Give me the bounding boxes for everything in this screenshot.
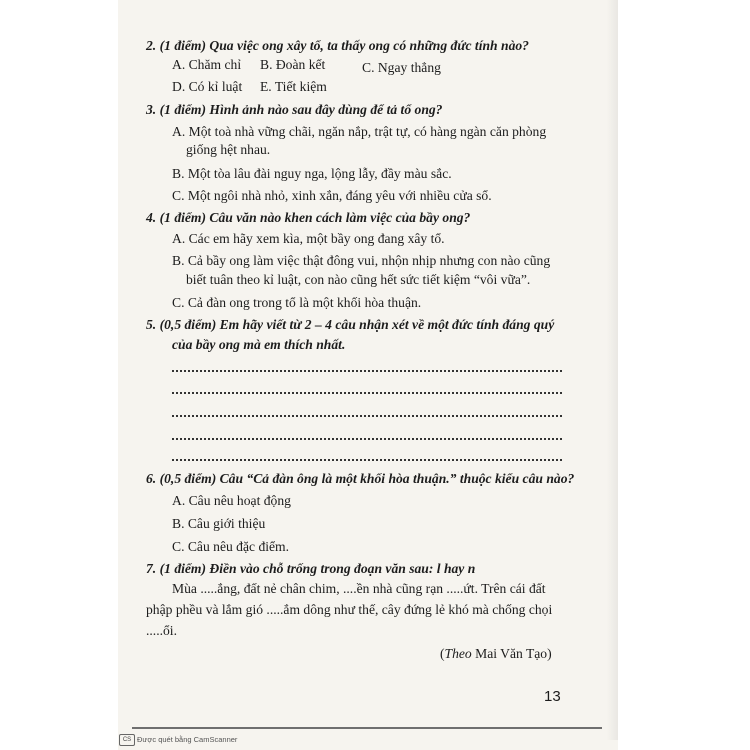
question-2: 2. (1 điểm) Qua việc ong xây tổ, ta thấy ong có những đức tính nào? — [146, 38, 529, 53]
q4-option-c: C. Cả đàn ong trong tổ là một khối hòa thuận. — [172, 295, 422, 310]
answer-line-2[interactable] — [172, 390, 562, 394]
question-5-line1: 5. (0,5 điểm) Em hãy viết từ 2 – 4 câu nhận xét về một đức tính đáng quý — [146, 317, 555, 332]
answer-line-1[interactable] — [172, 368, 562, 372]
answer-line-3[interactable] — [172, 413, 562, 417]
passage-source — [440, 645, 552, 662]
q4-option-b-line1: B. Cả bầy ong làm việc thật đông vui, nhộn nhịp nhưng con nào cũng — [172, 253, 551, 268]
source-open-paren: ( — [440, 646, 445, 661]
q2-option-b: B. Đoàn kết — [260, 57, 326, 72]
q4-option-a: A. Các em hãy xem kìa, một bầy ong đang xây tổ. — [172, 231, 445, 246]
question-4: 4. (1 điểm) Câu văn nào khen cách làm việc của bầy ong? — [146, 210, 471, 225]
q3-option-a-line1: A. Một toà nhà vững chãi, ngăn nắp, trật tự, có hàng ngàn căn phòng — [172, 124, 547, 139]
question-6: 6. (0,5 điểm) Câu “Cả đàn ông là một khối hòa thuận.” thuộc kiểu câu nào? — [146, 471, 575, 486]
q3-option-b: B. Một tòa lâu đài nguy nga, lộng lẫy, đầy màu sắc. — [172, 166, 452, 181]
answer-line-5[interactable] — [172, 457, 562, 461]
q2-option-e: E. Tiết kiệm — [260, 79, 327, 94]
q7-passage-line3: .....ổi. — [146, 623, 177, 638]
question-3: 3. (1 điểm) Hình ảnh nào sau đây dùng để tả tổ ong? — [146, 102, 443, 117]
q2-option-c: C. Ngay thẳng — [362, 60, 441, 75]
page-bottom-edge — [132, 727, 602, 729]
camscanner-logo-icon: CS — [119, 734, 135, 746]
q7-passage-line2: phập phều và lắm gió .....ắm dông như thế, cây đứng lẻ khó mà chống chọi — [146, 602, 553, 617]
q4-option-b-line2: biết tuân theo kỉ luật, con nào cũng hết sức tiết kiệm “vôi vữa”. — [186, 272, 531, 287]
q3-option-c: C. Một ngôi nhà nhỏ, xinh xắn, đáng yêu với nhiều cửa sổ. — [172, 188, 492, 203]
source-author: Mai Văn Tạo) — [471, 646, 552, 661]
source-theo: Theo — [444, 646, 472, 661]
q7-passage-line1: Mùa .....ắng, đất nẻ chân chim, ....ền nhà cũng rạn .....ứt. Trên cái đất — [172, 581, 546, 596]
q6-option-b: B. Câu giới thiệu — [172, 516, 266, 531]
q3-option-a-line2: giống hệt nhau. — [186, 142, 271, 157]
page-number: 13 — [544, 688, 561, 705]
q6-option-c: C. Câu nêu đặc điểm. — [172, 539, 290, 554]
q2-option-d: D. Có kỉ luật — [172, 79, 243, 94]
scanner-footer-text: Được quét bằng CamScanner — [137, 735, 238, 744]
answer-line-4[interactable] — [172, 436, 562, 440]
q6-option-a: A. Câu nêu hoạt động — [172, 493, 291, 508]
question-5-line2: của bầy ong mà em thích nhất. — [172, 337, 346, 352]
q2-option-a: A. Chăm chỉ — [172, 57, 242, 72]
question-7: 7. (1 điểm) Điền vào chỗ trống trong đoạn văn sau: l hay n — [146, 561, 476, 576]
